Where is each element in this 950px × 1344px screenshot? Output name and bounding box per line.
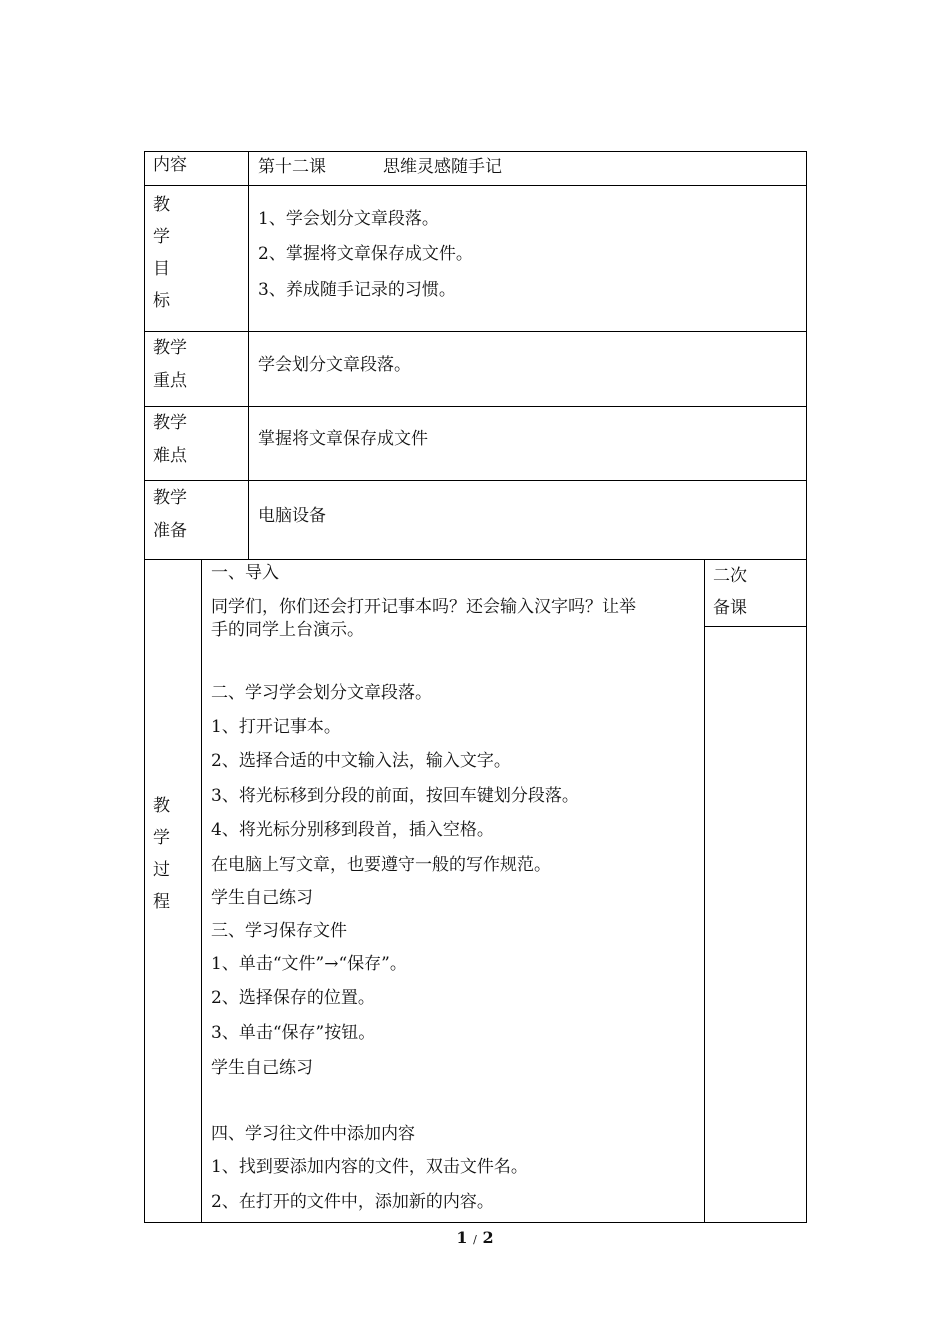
content-label: 内容 bbox=[153, 155, 187, 175]
difficulties-label-line: 教学 bbox=[153, 413, 187, 433]
table-border-top bbox=[144, 151, 807, 152]
process-line: 1、单击“文件”→“保存”。 bbox=[211, 954, 407, 974]
page-number bbox=[0, 1228, 950, 1247]
process-label-char: 程 bbox=[153, 892, 170, 912]
key-points-text: 学会划分文章段落。 bbox=[258, 355, 411, 375]
process-line: 3、单击“保存”按钮。 bbox=[211, 1023, 376, 1043]
process-line: 2、选择保存的位置。 bbox=[211, 988, 375, 1008]
process-line: 2、选择合适的中文输入法，输入文字。 bbox=[211, 751, 511, 771]
label-column-divider bbox=[248, 151, 249, 560]
process-label-char: 过 bbox=[153, 860, 170, 880]
process-line: 同学们，你们还会打开记事本吗？还会输入汉字吗？让举 bbox=[211, 597, 636, 617]
table-border-left bbox=[144, 151, 145, 1223]
difficulties-text: 掌握将文章保存成文件 bbox=[258, 429, 428, 449]
preparation-text: 电脑设备 bbox=[258, 506, 326, 526]
process-label-char: 教 bbox=[153, 796, 170, 816]
process-line: 2、在打开的文件中，添加新的内容。 bbox=[211, 1192, 494, 1212]
row-divider-2 bbox=[144, 331, 807, 332]
key-points-label-line: 重点 bbox=[153, 371, 187, 391]
process-label-divider bbox=[201, 559, 202, 1223]
preparation-label-line: 准备 bbox=[153, 521, 187, 541]
second-prep-column-divider bbox=[704, 559, 705, 1223]
process-line: 学生自己练习 bbox=[211, 888, 313, 908]
row-divider-5 bbox=[144, 559, 807, 560]
process-label bbox=[153, 790, 170, 918]
second-prep-label-line: 备课 bbox=[713, 598, 747, 618]
page-total: 2 bbox=[482, 1228, 494, 1247]
lesson-number: 第十二课 bbox=[258, 157, 326, 177]
objectives-label-char: 学 bbox=[153, 227, 170, 247]
process-line: 二、学习学会划分文章段落。 bbox=[211, 683, 432, 703]
row-divider-3 bbox=[144, 406, 807, 407]
process-line: 三、学习保存文件 bbox=[211, 921, 347, 941]
preparation-label-line: 教学 bbox=[153, 488, 187, 508]
difficulties-label-line: 难点 bbox=[153, 446, 187, 466]
second-prep-header-divider bbox=[704, 626, 807, 627]
objectives-label-char: 教 bbox=[153, 195, 170, 215]
key-points-label bbox=[153, 332, 187, 398]
objective-item: 2、掌握将文章保存成文件。 bbox=[258, 244, 473, 264]
process-line: 在电脑上写文章，也要遵守一般的写作规范。 bbox=[211, 855, 551, 875]
process-line: 手的同学上台演示。 bbox=[211, 620, 364, 640]
table-border-right bbox=[806, 151, 807, 1223]
second-prep-label bbox=[713, 560, 747, 624]
row-divider-4 bbox=[144, 480, 807, 481]
process-line: 1、找到要添加内容的文件，双击文件名。 bbox=[211, 1157, 528, 1177]
preparation-label bbox=[153, 482, 187, 548]
process-line: 四、学习往文件中添加内容 bbox=[211, 1124, 415, 1144]
second-prep-label-line: 二次 bbox=[713, 566, 747, 586]
key-points-label-line: 教学 bbox=[153, 338, 187, 358]
page-current: 1 bbox=[456, 1228, 468, 1247]
lesson-title: 思维灵感随手记 bbox=[383, 157, 502, 177]
objective-item: 3、养成随手记录的习惯。 bbox=[258, 280, 456, 300]
difficulties-label bbox=[153, 407, 187, 473]
table-border-bottom bbox=[144, 1222, 807, 1223]
process-line: 一、导入 bbox=[211, 563, 279, 583]
process-line: 3、将光标移到分段的前面，按回车键划分段落。 bbox=[211, 786, 579, 806]
objective-item: 1、学会划分文章段落。 bbox=[258, 209, 439, 229]
row-divider-1 bbox=[144, 185, 807, 186]
process-line: 1、打开记事本。 bbox=[211, 717, 341, 737]
process-label-char: 学 bbox=[153, 828, 170, 848]
objectives-label-char: 标 bbox=[153, 291, 170, 311]
process-line: 4、将光标分别移到段首，插入空格。 bbox=[211, 820, 494, 840]
page-separator: / bbox=[473, 1233, 477, 1246]
objectives-label-char: 目 bbox=[153, 259, 170, 279]
objectives-label bbox=[153, 189, 170, 317]
process-line: 学生自己练习 bbox=[211, 1058, 313, 1078]
